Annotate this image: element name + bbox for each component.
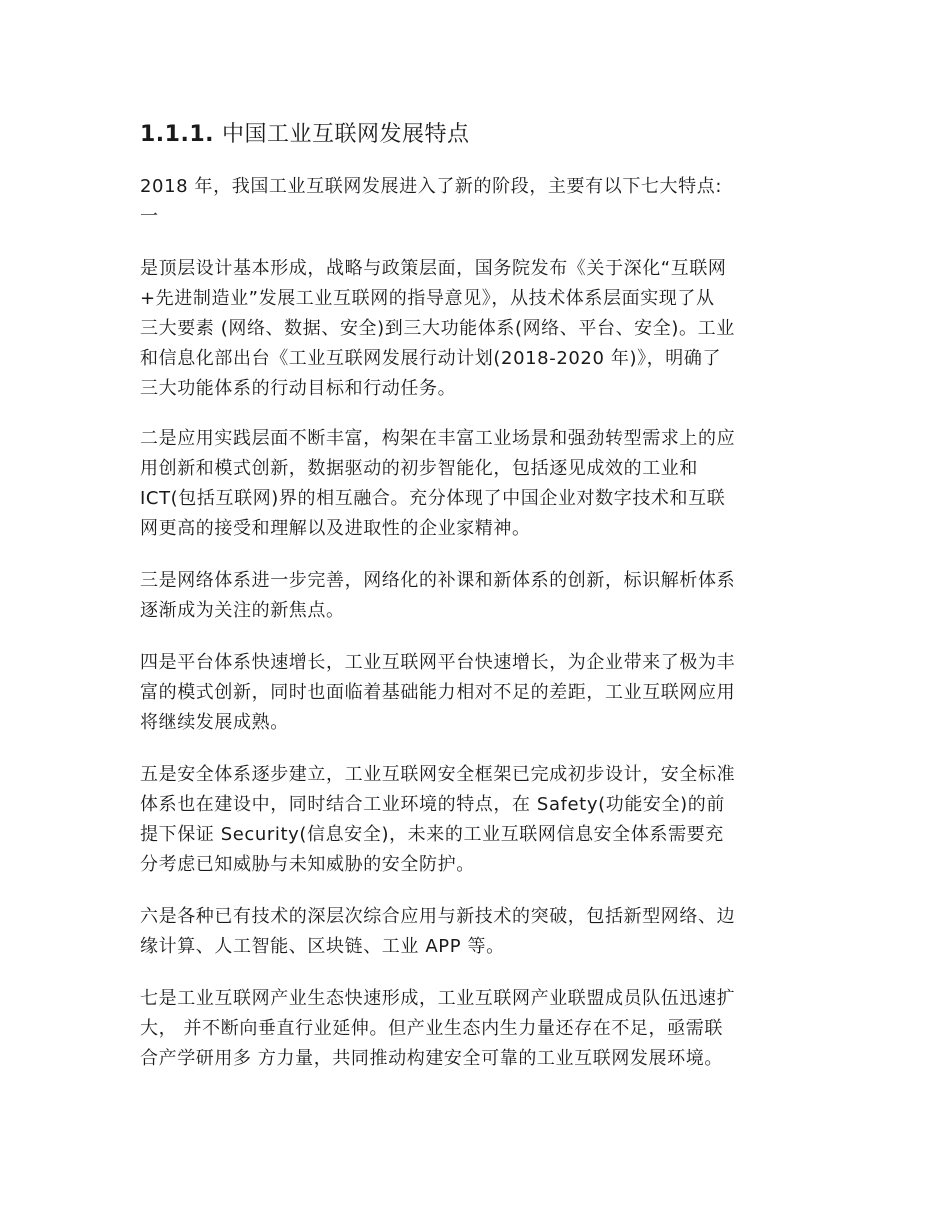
paragraph-line: 三大功能体系的行动目标和行动任务。 bbox=[140, 378, 457, 399]
section-heading bbox=[140, 118, 812, 152]
paragraph-point-7 bbox=[140, 984, 812, 1074]
paragraph-line: 和信息化部出台《工业互联网发展行动计划(2018-2020 年)》，明确了 bbox=[140, 348, 722, 369]
paragraph-line: 用创新和模式创新，数据驱动的初步智能化，包括逐见成效的工业和 bbox=[140, 458, 698, 479]
paragraph-point-5 bbox=[140, 760, 812, 880]
paragraph-line: +先进制造业”发展工业互联网的指导意见》，从技术体系层面实现了从 bbox=[140, 288, 715, 309]
paragraph-line: 五是安全体系逐步建立，工业互联网安全框架已完成初步设计，安全标准 bbox=[140, 764, 736, 785]
paragraph-line: 六是各种已有技术的深层次综合应用与新技术的突破，包括新型网络、边 bbox=[140, 906, 736, 927]
paragraph-line: 是顶层设计基本形成，战略与政策层面，国务院发布《关于深化“互联网 bbox=[140, 258, 727, 279]
paragraph-line: 合产学研用多 方力量，共同推动构建安全可靠的工业互联网发展环境。 bbox=[140, 1048, 723, 1069]
paragraph-line: 七是工业互联网产业生态快速形成，工业互联网产业联盟成员队伍迅速扩 bbox=[140, 988, 736, 1009]
paragraph-line: 体系也在建设中，同时结合工业环境的特点，在 Safety(功能安全)的前 bbox=[140, 794, 725, 815]
paragraph-line: 将继续发展成熟。 bbox=[140, 712, 289, 733]
paragraph-point-6 bbox=[140, 902, 812, 962]
paragraph-line: 分考虑已知威胁与未知威胁的安全防护。 bbox=[140, 854, 475, 875]
paragraph-line: 2018 年，我国工业互联网发展进入了新的阶段，主要有以下七大特点: bbox=[140, 176, 722, 197]
paragraph-line: 提下保证 Security(信息安全)，未来的工业互联网信息安全体系需要充 bbox=[140, 824, 724, 845]
paragraph-line: ICT(包括互联网)界的相互融合。充分体现了中国企业对数字技术和互联 bbox=[140, 488, 726, 509]
paragraph-line: 二是应用实践层面不断丰富，构架在丰富工业场景和强劲转型需求上的应 bbox=[140, 428, 736, 449]
paragraph-line: 三是网络体系进一步完善，网络化的补课和新体系的创新，标识解析体系 bbox=[140, 570, 736, 591]
paragraph-line: 大， 并不断向垂直行业延伸。但产业生态内生力量还存在不足，亟需联 bbox=[140, 1018, 723, 1039]
section-number: 1.1.1. bbox=[140, 122, 214, 147]
paragraph-line: 逐渐成为关注的新焦点。 bbox=[140, 600, 345, 621]
paragraph-line: 三大要素 (网络、数据、安全)到三大功能体系(网络、平台、安全)。工业 bbox=[140, 318, 735, 339]
section-title: 中国工业互联网发展特点 bbox=[222, 122, 470, 147]
paragraph-point-1 bbox=[140, 254, 812, 404]
paragraph-point-2 bbox=[140, 424, 812, 544]
paragraph-line: 富的模式创新，同时也面临着基础能力相对不足的差距，工业互联网应用 bbox=[140, 682, 736, 703]
paragraph-line: 四是平台体系快速增长，工业互联网平台快速增长，为企业带来了极为丰 bbox=[140, 652, 736, 673]
paragraph-point-4 bbox=[140, 648, 812, 738]
paragraph-line: 缘计算、人工智能、区块链、工业 APP 等。 bbox=[140, 936, 505, 957]
paragraph-line: 一 bbox=[140, 206, 159, 227]
paragraph-point-3 bbox=[140, 566, 812, 626]
paragraph-intro bbox=[140, 172, 812, 232]
paragraph-line: 网更高的接受和理解以及进取性的企业家精神。 bbox=[140, 518, 531, 539]
